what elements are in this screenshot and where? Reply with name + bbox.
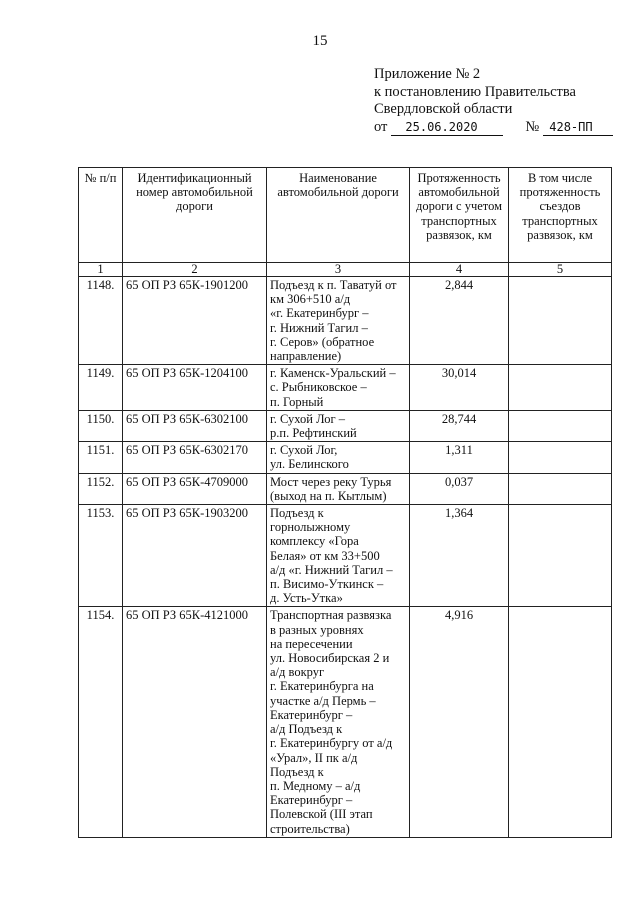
road-name-line: строительства)	[270, 821, 350, 836]
road-name-line: г. Сухой Лог,	[270, 443, 338, 458]
road-name-line: Подъезд к	[270, 506, 324, 521]
road-name-line: на пересечении	[270, 636, 353, 651]
road-name	[267, 607, 410, 837]
road-name	[267, 365, 410, 411]
road-name-line: Транспортная развязка	[270, 608, 392, 623]
number-prefix: №	[525, 118, 540, 135]
header-ramps-length: В том числе протяженность съездов транспортных развязок, км	[509, 168, 612, 263]
ramps-length	[509, 442, 612, 473]
road-name-line: г. Екатеринбургу от а/д	[270, 736, 393, 751]
road-id: 65 ОП РЗ 65К-4121000	[123, 607, 267, 837]
row-number: 1148.	[79, 277, 123, 365]
road-name-line: Полевской (III этап	[270, 807, 373, 822]
ramps-length	[509, 410, 612, 441]
road-name-line: Подъезд к	[270, 764, 324, 779]
road-name-line: ул. Белинского	[270, 457, 349, 472]
road-id: 65 ОП РЗ 65К-1903200	[123, 505, 267, 607]
road-name-line: г. Серов» (обратное	[270, 334, 375, 349]
road-name-line: г. Каменск-Уральский –	[270, 366, 396, 381]
road-name-line: а/д Подъезд к	[270, 722, 343, 737]
decree-date: 25.06.2020	[391, 120, 503, 136]
road-name-line: участке а/д Пермь –	[270, 693, 376, 708]
road-name-line: ул. Новосибирская 2 и	[270, 651, 390, 666]
road-name-line: п. Горный	[270, 394, 324, 409]
road-length: 4,916	[410, 607, 509, 837]
road-id: 65 ОП РЗ 65К-4709000	[123, 473, 267, 504]
row-number: 1149.	[79, 365, 123, 411]
date-prefix: от	[374, 118, 388, 135]
row-number: 1151.	[79, 442, 123, 473]
column-number: 1	[79, 263, 123, 277]
road-name-line: п. Медному – а/д	[270, 778, 361, 793]
appendix-title: Приложение № 2	[374, 66, 481, 82]
road-length: 0,037	[410, 473, 509, 504]
roads-table	[78, 167, 612, 838]
road-length: 1,364	[410, 505, 509, 607]
road-name	[267, 505, 410, 607]
road-name-line: горнолыжному	[270, 520, 351, 535]
row-number: 1153.	[79, 505, 123, 607]
page-number: 15	[312, 33, 328, 49]
table-row	[79, 277, 612, 365]
column-number: 4	[410, 263, 509, 277]
road-name	[267, 442, 410, 473]
road-name-line: г. Нижний Тагил –	[270, 320, 368, 335]
road-name-line: (выход на п. Кытлым)	[270, 488, 387, 503]
road-name-line: а/д «г. Нижний Тагил –	[270, 562, 393, 577]
ramps-length	[509, 365, 612, 411]
road-name	[267, 473, 410, 504]
ramps-length	[509, 473, 612, 504]
road-name-line: «Урал», II пк а/д	[270, 750, 358, 765]
road-name-line: г. Екатеринбурга на	[270, 679, 374, 694]
road-name-line: Белая» от км 33+500	[270, 548, 380, 563]
row-number: 1150.	[79, 410, 123, 441]
column-number: 5	[509, 263, 612, 277]
table-row	[79, 473, 612, 504]
road-id: 65 ОП РЗ 65К-6302100	[123, 410, 267, 441]
road-name-line: Екатеринбург –	[270, 793, 353, 808]
road-name-line: р.п. Рефтинский	[270, 426, 357, 441]
road-id: 65 ОП РЗ 65К-1901200	[123, 277, 267, 365]
road-length: 1,311	[410, 442, 509, 473]
road-name-line: с. Рыбниковское –	[270, 380, 367, 395]
row-number: 1154.	[79, 607, 123, 837]
table-row	[79, 442, 612, 473]
appendix-date-line	[374, 119, 624, 137]
ramps-length	[509, 277, 612, 365]
appendix-region-line: Свердловской области	[374, 101, 513, 117]
ramps-length	[509, 505, 612, 607]
road-name-line: а/д вокруг	[270, 665, 325, 680]
table-header-row	[79, 168, 612, 263]
ramps-length	[509, 607, 612, 837]
road-id: 65 ОП РЗ 65К-6302170	[123, 442, 267, 473]
header-road-length: Протяженность автомобильной дороги с учетом транспортных развязок, км	[410, 168, 509, 263]
road-name-line: Екатеринбург –	[270, 707, 353, 722]
table-row	[79, 607, 612, 837]
table-row	[79, 505, 612, 607]
row-number: 1152.	[79, 473, 123, 504]
road-name-line: Подъезд к п. Таватуй от	[270, 278, 397, 292]
road-length: 30,014	[410, 365, 509, 411]
road-name-line: п. Висимо-Уткинск –	[270, 577, 384, 592]
column-number: 3	[267, 263, 410, 277]
table-row	[79, 365, 612, 411]
road-name-line: комплексу «Гора	[270, 534, 359, 549]
column-numbers-row	[79, 263, 612, 277]
header-road-id: Идентификационный номер автомобильной дороги	[123, 168, 267, 263]
road-length: 28,744	[410, 410, 509, 441]
road-name-line: в разных уровнях	[270, 622, 364, 637]
road-name-line: «г. Екатеринбург –	[270, 306, 369, 321]
road-name-line: г. Сухой Лог –	[270, 411, 345, 426]
road-name	[267, 277, 410, 365]
road-name-line: направление)	[270, 349, 342, 364]
header-road-name: Наименование автомобильной дороги	[267, 168, 410, 263]
appendix-decree-line: к постановлению Правительства	[374, 83, 576, 100]
road-length: 2,844	[410, 277, 509, 365]
road-name	[267, 410, 410, 441]
road-name-line: км 306+510 а/д	[270, 292, 351, 307]
decree-number: 428-ПП	[543, 120, 613, 136]
road-id: 65 ОП РЗ 65К-1204100	[123, 365, 267, 411]
header-row-number: № п/п	[79, 168, 123, 263]
road-name-line: д. Усть-Утка»	[270, 591, 343, 606]
appendix-header	[374, 66, 624, 136]
table-row	[79, 410, 612, 441]
road-name-line: Мост через реку Турья	[270, 474, 392, 489]
column-number: 2	[123, 263, 267, 277]
